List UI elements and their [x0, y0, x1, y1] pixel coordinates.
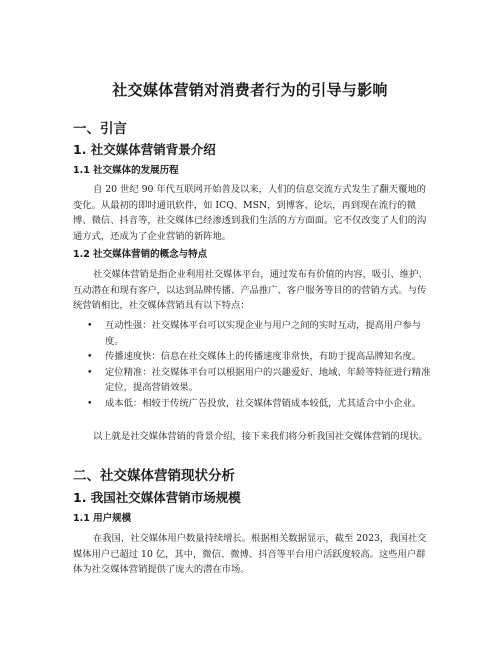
heading-status: 二、社交媒体营销现状分析 — [73, 468, 235, 484]
paragraph-summary-text: 以上就是社交媒体营销的背景介绍，接下来我们将分析我国社交媒体营销的现状。 — [93, 431, 428, 442]
list-item — [73, 365, 433, 396]
heading-background: 1. 社交媒体营销背景介绍 — [73, 142, 216, 157]
heading-history: 1.1 社交媒体的发展历程 — [73, 165, 179, 176]
list-item — [73, 396, 433, 412]
heading-market: 1. 我国社交媒体营销市场规模 — [73, 490, 241, 505]
paragraph-users-text: 在我国，社交媒体用户数量持续增长。根据相关数据显示，截至 2023，我国社交媒体用户已超过 10 亿，其中，微信、微博、抖音等平台用户活跃度较高。这些用户群体为社交媒体营销提供了庞大的潜在市场。 — [73, 533, 427, 575]
bullet-icon: • — [87, 366, 93, 378]
paragraph-concept — [73, 267, 429, 314]
list-item-text: 互动性强：社交媒体平台可以实现企业与用户之间的实时互动，提高用户参与度。 — [105, 320, 422, 347]
heading-concept: 1.2 社交媒体营销的概念与特点 — [73, 249, 208, 260]
bullet-icon: • — [87, 397, 93, 409]
bullet-icon: • — [87, 351, 93, 362]
paragraph-history-text: 自 20 世纪 90 年代互联网开始普及以来，人们的信息交流方式发生了翻天覆地的变化。从最初的即时通讯软件，如 ICQ、MSN，到博客、论坛，再到现在流行的微博、微信、抖音等，社交媒体已经渗透到我们生活的方方面面。它不仅改变了人们的沟通方式，还成为了企业营销的新阵地。 — [73, 184, 427, 242]
list-item — [73, 349, 433, 365]
list-item-text: 成本低：相较于传统广告投放，社交媒体营销成本较低，尤其适合中小企业。 — [105, 397, 422, 409]
paragraph-users — [73, 531, 429, 578]
list-item — [73, 318, 433, 349]
heading-users: 1.1 用户规模 — [73, 513, 132, 524]
paragraph-history — [73, 182, 429, 244]
paragraph-concept-text: 社交媒体营销是指企业利用社交媒体平台，通过发布有价值的内容，吸引、维护、互动潜在和现有客户，以达到品牌传播、产品推广、客户服务等目的的营销方式。与传统营销相比，社交媒体营销具有以下特点： — [73, 269, 428, 311]
feature-list — [73, 318, 433, 411]
document-title: 社交媒体营销对消费者行为的引导与影响 — [112, 81, 388, 99]
paragraph-summary — [73, 429, 429, 445]
bullet-icon: • — [87, 320, 93, 331]
list-item-text: 传播速度快：信息在社交媒体上的传播速度非常快，有助于提高品牌知名度。 — [105, 351, 422, 362]
heading-intro: 一、引言 — [73, 121, 127, 137]
list-item-text: 定位精准：社交媒体平台可以根据用户的兴趣爱好、地域、年龄等特征进行精准定位，提高营销效果。 — [105, 366, 431, 393]
